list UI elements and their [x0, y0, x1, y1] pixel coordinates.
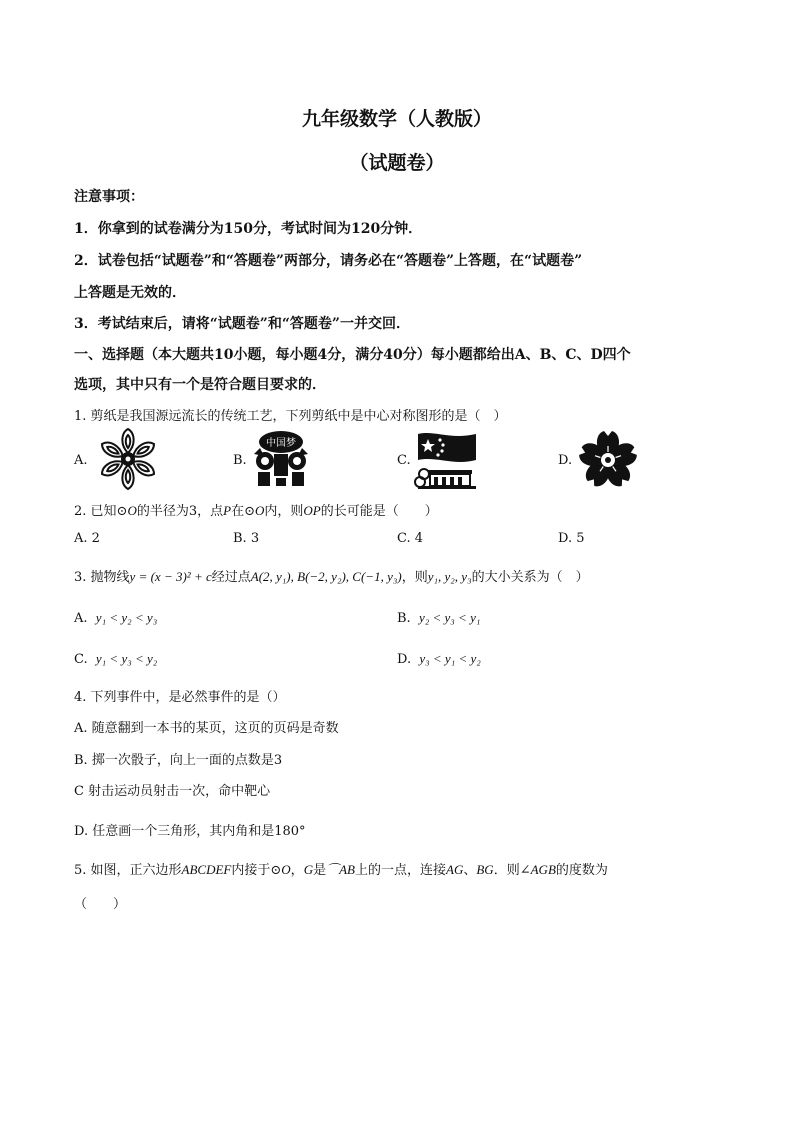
- notice-item: 上答题是无效的．: [74, 285, 186, 301]
- flower-papercut-icon: [90, 428, 166, 490]
- q4-option-b: B. 掷一次骰子，向上一面的点数是3: [74, 753, 283, 768]
- arc-ab: ⌒AB: [326, 862, 355, 877]
- q4-option-c: C 射击运动员射击一次，命中靶心: [74, 784, 271, 799]
- q1-option-c-label: C.: [397, 453, 411, 468]
- q4-option-a: A. 随意翻到一本书的某页，这页的页码是奇数: [74, 721, 339, 736]
- q3-option-d: D. y₃ < y₁ < y₂: [397, 651, 481, 667]
- plum-blossom-papercut-icon: [576, 428, 640, 492]
- notice-item: 2．试卷包括“试题卷”和“答题卷”两部分，请务必在“答题卷”上答题，在“试题卷”: [74, 253, 583, 269]
- question-5-text: 5. 如图，正六边形ABCDEF内接于⊙O，G是⌒AB上的一点，连接AG、BG．则∠AGB的度数为: [74, 862, 608, 878]
- section-heading: 一、选择题（本大题共10小题，每小题4分，满分40分）每小题都给出A、B、C、D四个: [74, 347, 631, 363]
- lion-dance-papercut-icon: [250, 428, 312, 490]
- q3-points: A(2, y₁), B(−2, y₂), C(−1, y₃): [250, 569, 402, 584]
- q1-option-b-label: B.: [233, 453, 247, 468]
- q3-formula: y = (x − 3)² + c: [129, 569, 212, 584]
- question-1-text: 1. 剪纸是我国源远流长的传统工艺，下列剪纸中是中心对称图形的是（ ）: [74, 409, 507, 424]
- question-5-answer-bracket: （ ）: [74, 897, 127, 912]
- page-subtitle: （试题卷）: [349, 152, 445, 174]
- q2-option-d: D. 5: [558, 531, 585, 546]
- page-title: 九年级数学（人教版）: [301, 108, 492, 130]
- q3-option-b: B. y₂ < y₃ < y₁: [397, 610, 481, 626]
- q2-option-a: A. 2: [74, 531, 100, 546]
- q2-option-b: B. 3: [233, 531, 260, 546]
- notice-item: 3．考试结束后，请将“试题卷”和“答题卷”一并交回．: [74, 316, 410, 332]
- flag-tiananmen-papercut-icon: [414, 430, 480, 490]
- q1-option-a-label: A.: [74, 453, 88, 468]
- question-2-text: 2. 已知⊙O的半径为3，点P在⊙O内，则OP的长可能是（ ）: [74, 503, 438, 519]
- notice-heading: 注意事项：: [74, 189, 144, 205]
- question-3-text: 3. 抛物线y = (x − 3)² + c经过点A(2, y₁), B(−2, y₂), C(−1, y₃)，则y₁, y₂, y₃的大小关系为（ ）: [74, 569, 589, 585]
- q4-option-d: D. 任意画一个三角形，其内角和是180°: [74, 824, 306, 839]
- lion-dance-banner-text: 中国梦: [266, 438, 296, 449]
- q3-option-a: A. y₁ < y₂ < y₃: [74, 610, 158, 626]
- q3-option-c: C. y₁ < y₃ < y₂: [74, 651, 158, 667]
- q1-option-d-label: D.: [558, 453, 573, 468]
- q2-option-c: C. 4: [397, 531, 424, 546]
- section-heading-cont: 选项，其中只有一个是符合题目要求的．: [74, 377, 326, 393]
- notice-item: 1．你拿到的试卷满分为150分，考试时间为120分钟．: [74, 221, 423, 237]
- question-4-text: 4. 下列事件中，是必然事件的是（）: [74, 690, 286, 705]
